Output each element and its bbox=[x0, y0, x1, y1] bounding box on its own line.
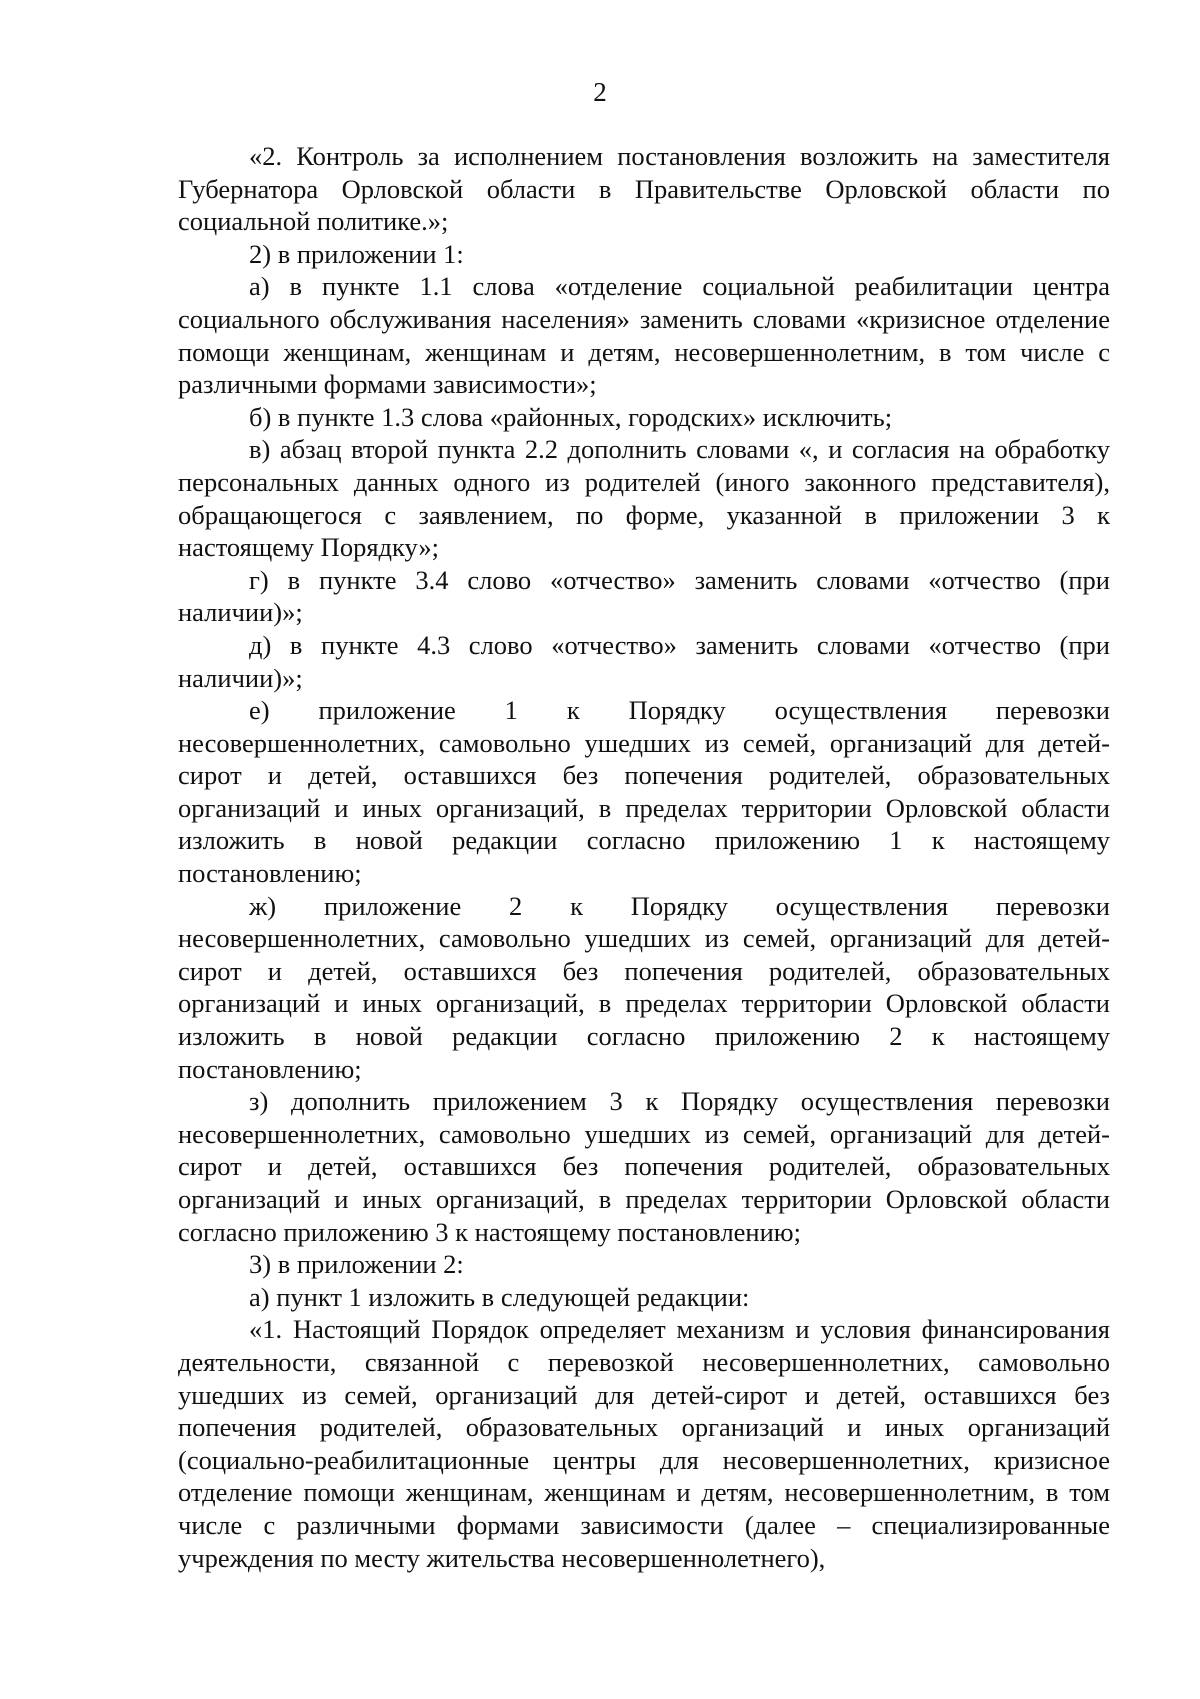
paragraph-control: «2. Контроль за исполнением постановления возложить на заместителя Губернатора Орловской области в Правительстве Орловской области по социальной политике.»; bbox=[178, 141, 1110, 237]
paragraph-subitem-z: з) дополнить приложением 3 к Порядку осуществления перевозки несовершеннолетних, самовольно ушедших из семей, организаций для детей-сирот и детей, оставшихся без попечения родителей, образовательных организаций и иных организаций, в пределах территории Орловской области согласно приложению 3 к настоящему постановлению; bbox=[178, 1086, 1110, 1247]
document-body bbox=[178, 140, 1110, 1574]
paragraph-item-2: 2) в приложении 1: bbox=[249, 238, 464, 269]
paragraph-item-3: 3) в приложении 2: bbox=[249, 1249, 464, 1280]
paragraph-subitem-d: д) в пункте 4.3 слово «отчество» заменить словами «отчество (при наличии)»; bbox=[178, 629, 1110, 693]
paragraph-item-3-a: а) пункт 1 изложить в следующей редакции: bbox=[249, 1281, 750, 1312]
paragraph-subitem-g: г) в пункте 3.4 слово «отчество» заменить словами «отчество (при наличии)»; bbox=[178, 564, 1110, 628]
paragraph-subitem-v: в) абзац второй пункта 2.2 дополнить словами «, и согласия на обработку персональных данных одного из родителей (иного законного представителя), обращающегося с заявлением, по форме, указанной в приложении 3 к настоящему Порядку»; bbox=[178, 434, 1110, 563]
paragraph-new-point-1: «1. Настоящий Порядок определяет механизм и условия финансирования деятельности, связанной с перевозкой несовершеннолетних, самовольно ушедших из семей, организаций для детей-сирот и детей, оставшихся без попечения родителей, образовательных организаций и иных организаций (социально-реабилитационные центры для несовершеннолетних, кризисное отделение помощи женщинам, женщинам и детям, несовершеннолетним, в том числе с различными формами зависимости (далее – специализированные учреждения по месту жительства несовершеннолетнего), bbox=[178, 1314, 1110, 1573]
paragraph-subitem-b: б) в пункте 1.3 слова «районных, городских» исключить; bbox=[249, 401, 893, 432]
paragraph-subitem-e: е) приложение 1 к Порядку осуществления перевозки несовершеннолетних, самовольно ушедших из семей, организаций для детей-сирот и детей, оставшихся без попечения родителей, образовательных организаций и иных организаций, в пределах территории Орловской области изложить в новой редакции согласно приложению 1 к настоящему постановлению; bbox=[178, 695, 1110, 889]
paragraph-subitem-zh: ж) приложение 2 к Порядку осуществления перевозки несовершеннолетних, самовольно ушедших из семей, организаций для детей-сирот и детей, оставшихся без попечения родителей, образовательных организаций и иных организаций, в пределах территории Орловской области изложить в новой редакции согласно приложению 2 к настоящему постановлению; bbox=[178, 890, 1110, 1084]
paragraph-subitem-a: а) в пункте 1.1 слова «отделение социальной реабилитации центра социального обслуживания населения» заменить словами «кризисное отделение помощи женщинам, женщинам и детям, несовершеннолетним, в том числе с различными формами зависимости»; bbox=[178, 271, 1110, 400]
page-number: 2 bbox=[593, 77, 607, 107]
